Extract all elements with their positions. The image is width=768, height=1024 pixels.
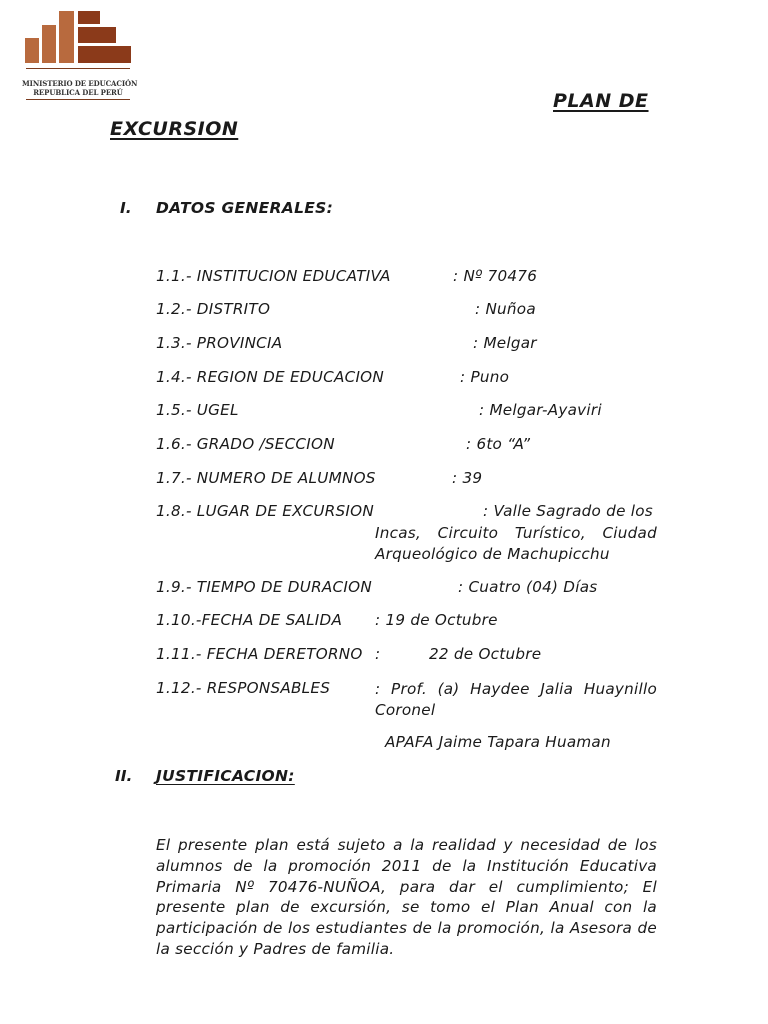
page-title-line-1: PLAN DE [553, 90, 649, 112]
logo-line-2: REPUBLICA DEL PERÚ [33, 88, 123, 97]
logo-rule-bottom [26, 99, 130, 100]
data-row-responsables-value: : Prof. (a) Haydee Jalia Huaynillo Coronel [375, 680, 657, 719]
data-row-responsables-extra: APAFA Jaime Tapara Huaman [385, 733, 611, 751]
data-row-institucion [156, 267, 660, 289]
data-row-label: 1.6.- GRADO /SECCION [156, 435, 335, 453]
data-row-label: 1.11.- FECHA DERETORNO [156, 645, 363, 663]
data-row-provincia [156, 334, 660, 356]
data-row-value: : Valle Sagrado de los [483, 502, 653, 520]
justification-paragraph: El presente plan está sujeto a la realidad y necesidad de los alumnos de la promoción 2011 de la Institución Educativa Primaria Nº 70476-NUÑOA, para dar el cumplimiento; El presente plan de excursión, se tomo el Plan Anual con la participación de los estudiantes de la promoción, la Asesora de la sección y Padres de familia. [156, 836, 657, 958]
section-2-heading: JUSTIFICACION: [156, 767, 295, 785]
data-row-label: 1.7.- NUMERO DE ALUMNOS [156, 469, 376, 487]
data-row-duracion [156, 578, 660, 600]
data-row-label: 1.12.- RESPONSABLES [156, 679, 331, 697]
data-row-value: : Nº 70476 [453, 267, 538, 285]
data-row-alumnos [156, 469, 660, 491]
data-row-value: : Puno [460, 368, 510, 386]
data-row-value: : 6to “A” [466, 435, 531, 453]
data-row-value-colon: : [375, 645, 381, 663]
data-row-label: 1.9.- TIEMPO DE DURACION [156, 578, 372, 596]
data-row-distrito [156, 300, 660, 322]
data-row-region [156, 368, 660, 390]
data-row-value: 22 de Octubre [429, 645, 542, 663]
section-1-heading: DATOS GENERALES: [156, 199, 334, 217]
data-row-label: 1.3.- PROVINCIA [156, 334, 283, 352]
data-row-value: : Nuñoa [475, 300, 536, 318]
data-row-value: : 19 de Octubre [375, 611, 498, 629]
data-row-label: 1.5.- UGEL [156, 401, 239, 419]
data-row-label: 1.8.- LUGAR DE EXCURSION [156, 502, 374, 520]
section-1-number: I. [120, 199, 132, 217]
data-row-value: : 39 [452, 469, 483, 487]
data-row-lugar [156, 502, 660, 524]
data-row-label: 1.1.- INSTITUCION EDUCATIVA [156, 267, 391, 285]
page-title-line-2: EXCURSION [110, 118, 239, 140]
data-row-fecha-salida [156, 611, 660, 633]
data-row-label: 1.2.- DISTRITO [156, 300, 271, 318]
logo-rule-top [26, 68, 130, 69]
ministry-logo [22, 8, 138, 97]
section-2-number: II. [115, 767, 133, 785]
data-row-ugel [156, 401, 660, 423]
data-row-value: : Melgar-Ayaviri [479, 401, 602, 419]
data-row-value: : Melgar [473, 334, 537, 352]
data-row-label: 1.4.- REGION DE EDUCACION [156, 368, 384, 386]
data-row-label: 1.10.-FECHA DE SALIDA [156, 611, 343, 629]
ministry-emblem-icon [22, 8, 134, 76]
data-row-fecha-retorno [156, 645, 660, 667]
data-row-value: : Cuatro (04) Días [458, 578, 598, 596]
data-row-grado [156, 435, 660, 457]
data-row-lugar-continuation: Incas, Circuito Turístico, Ciudad Arqueológico de Machupicchu [375, 524, 657, 563]
logo-line-1: MINISTERIO DE EDUCACIÓN [22, 79, 138, 88]
